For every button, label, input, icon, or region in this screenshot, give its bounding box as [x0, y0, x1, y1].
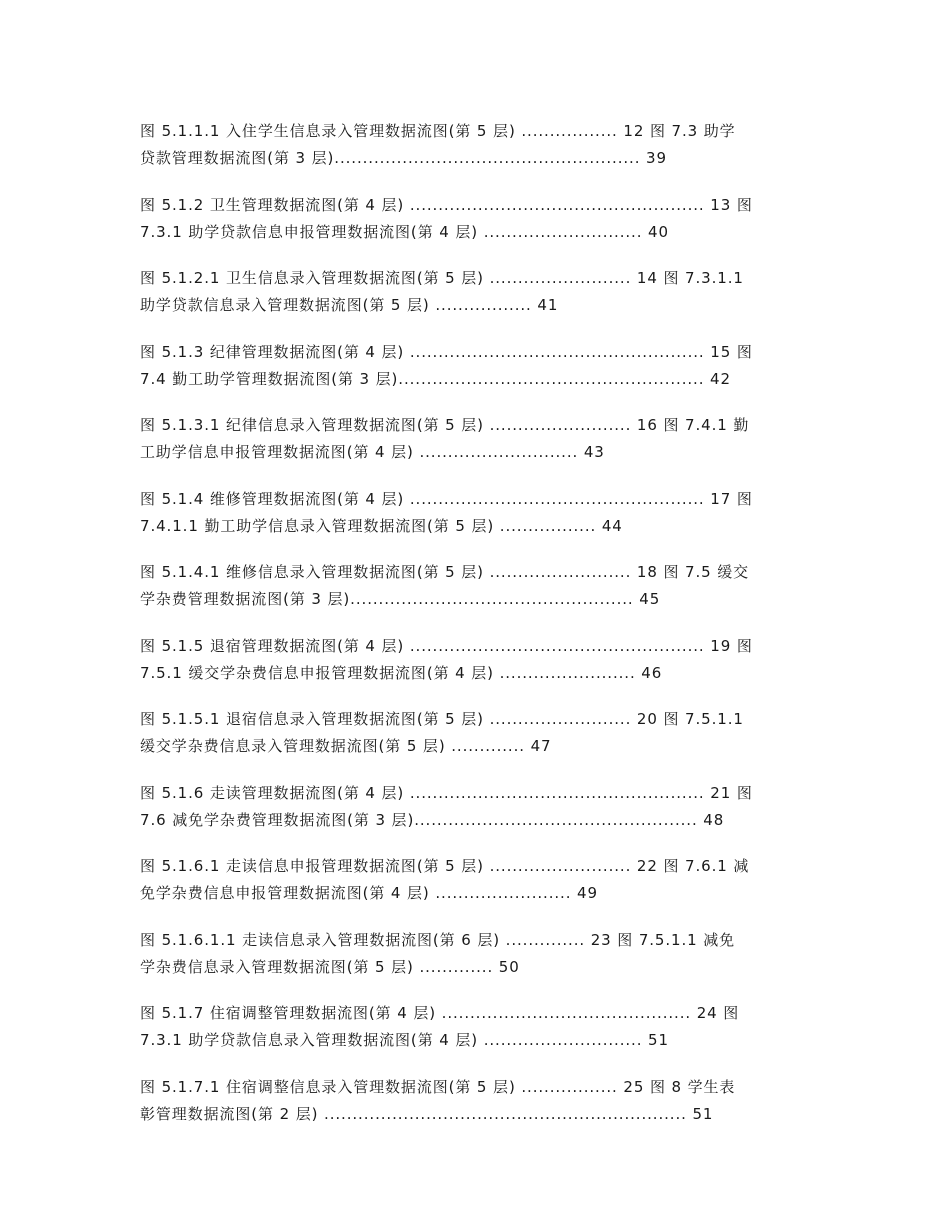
entry-line: 7.4.1.1 勤工助学信息录入管理数据流图(第 5 层) ................. 44: [140, 516, 623, 535]
list-item: [140, 927, 812, 981]
entry-line: 7.3.1 助学贷款信息申报管理数据流图(第 4 层) ............................ 40: [140, 222, 669, 241]
entry-line: 图 5.1.4 维修管理数据流图(第 4 层) .................................................... 17 图: [140, 489, 753, 508]
entry-line: 图 5.1.6.1.1 走读信息录入管理数据流图(第 6 层) .............. 23 图 7.5.1.1 减免: [140, 930, 736, 949]
entry-line: 7.4 勤工助学管理数据流图(第 3 层)...................................................... 42: [140, 369, 731, 388]
entry-line: 图 5.1.5.1 退宿信息录入管理数据流图(第 5 层) ......................... 20 图 7.5.1.1: [140, 710, 744, 728]
entry-line: 免学杂费信息申报管理数据流图(第 4 层) ........................ 49: [140, 884, 598, 902]
figure-list: [140, 118, 812, 1147]
list-item: [140, 412, 812, 466]
entry-line: 图 5.1.2.1 卫生信息录入管理数据流图(第 5 层) ......................... 14 图 7.3.1.1: [140, 269, 744, 287]
list-item: [140, 780, 812, 834]
entry-line: 7.3.1 助学贷款信息录入管理数据流图(第 4 层) ............................ 51: [140, 1031, 669, 1049]
entry-line: 学杂费管理数据流图(第 3 层).................................................. 45: [140, 590, 661, 608]
list-item: [140, 118, 812, 172]
entry-line: 贷款管理数据流图(第 3 层)...................................................... 39: [140, 149, 667, 167]
entry-line: 图 5.1.7 住宿调整管理数据流图(第 4 层) ............................................ 24 图: [140, 1004, 740, 1022]
list-item: [140, 853, 812, 907]
entry-line: 工助学信息申报管理数据流图(第 4 层) ............................ 43: [140, 443, 605, 461]
entry-line: 图 5.1.3.1 纪律信息录入管理数据流图(第 5 层) ......................... 16 图 7.4.1 勤: [140, 416, 750, 434]
entry-line: 图 5.1.4.1 维修信息录入管理数据流图(第 5 层) ......................... 18 图 7.5 缓交: [140, 563, 750, 581]
entry-line: 学杂费信息录入管理数据流图(第 5 层) ............. 50: [140, 957, 520, 976]
list-item: [140, 265, 812, 319]
entry-line: 图 5.1.7.1 住宿调整信息录入管理数据流图(第 5 层) ................. 25 图 8 学生表: [140, 1077, 736, 1096]
list-item: [140, 1000, 812, 1054]
entry-line: 彰管理数据流图(第 2 层) ................................................................ 51: [140, 1104, 714, 1123]
entry-line: 图 5.1.6 走读管理数据流图(第 4 层) .................................................... 21 图: [140, 783, 753, 802]
entry-line: 助学贷款信息录入管理数据流图(第 5 层) ................. 41: [140, 296, 559, 314]
entry-line: 图 5.1.6.1 走读信息申报管理数据流图(第 5 层) ......................... 22 图 7.6.1 减: [140, 857, 750, 875]
entry-line: 缓交学杂费信息录入管理数据流图(第 5 层) ............. 47: [140, 737, 552, 755]
entry-line: 图 5.1.1.1 入住学生信息录入管理数据流图(第 5 层) ................. 12 图 7.3 助学: [140, 122, 736, 140]
list-item: [140, 192, 812, 246]
list-item: [140, 1074, 812, 1128]
list-item: [140, 633, 812, 687]
list-item: [140, 339, 812, 393]
entry-line: 7.6 减免学杂费管理数据流图(第 3 层).................................................. 48: [140, 810, 725, 829]
entry-line: 7.5.1 缓交学杂费信息申报管理数据流图(第 4 层) ........................ 46: [140, 663, 663, 682]
entry-line: 图 5.1.5 退宿管理数据流图(第 4 层) .................................................... 19 图: [140, 636, 753, 655]
list-item: [140, 706, 812, 760]
entry-line: 图 5.1.3 纪律管理数据流图(第 4 层) .................................................... 15 图: [140, 342, 753, 361]
list-item: [140, 486, 812, 540]
list-item: [140, 559, 812, 613]
entry-line: 图 5.1.2 卫生管理数据流图(第 4 层) .................................................... 13 图: [140, 195, 753, 214]
